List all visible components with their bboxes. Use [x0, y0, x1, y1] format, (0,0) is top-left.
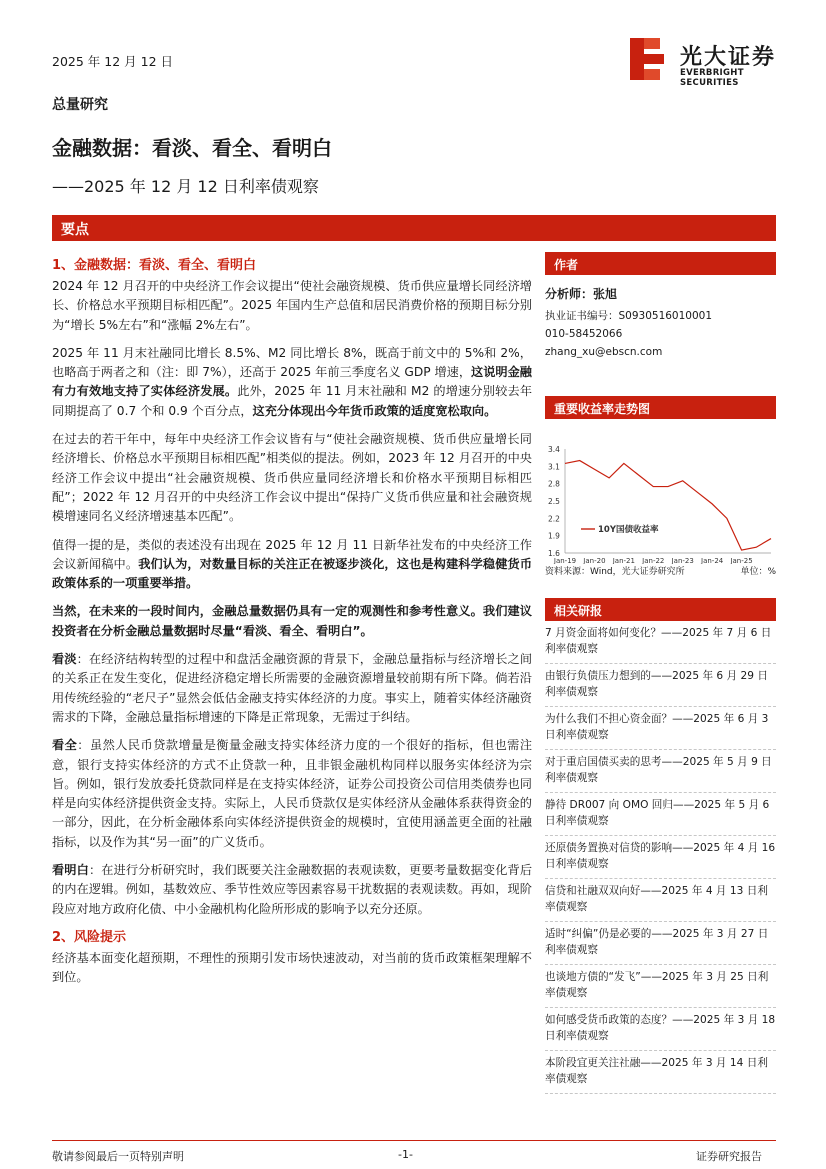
author-info	[545, 285, 776, 361]
paragraph-8	[52, 861, 532, 919]
main-content	[52, 256, 532, 997]
section-2-heading: 2、风险提示	[52, 929, 127, 945]
y-tick-label: 1.9	[548, 531, 560, 541]
p2-bold-d: 这充分体现出今年货币政策的适度宽松取向。	[252, 403, 497, 418]
chart-notes	[545, 564, 776, 580]
author-bar	[545, 252, 776, 275]
report-title: 金融数据：看淡、看全、看明白	[52, 136, 332, 160]
report-date: 2025 年 12 月 12 日	[52, 54, 173, 69]
related-report-item[interactable]: 静待 DR007 向 OMO 回归——2025 年 5 月 6 日利率债观察	[545, 793, 776, 836]
related-report-item[interactable]: 为什么我们不担心资金面？——2025 年 6 月 3 日利率债观察	[545, 707, 776, 750]
related-bar	[545, 598, 776, 621]
analyst-name: 分析师：张旭	[545, 287, 618, 301]
chart-bar	[545, 396, 776, 419]
related-report-item[interactable]: 对于重启国债买卖的思考——2025 年 5 月 9 日利率债观察	[545, 750, 776, 793]
p8-bold-a: 看明白	[52, 863, 89, 878]
footer-disclaimer: 敬请参阅最后一页特别声明	[52, 1150, 184, 1163]
chart-unit: 单位：%	[740, 567, 776, 577]
p2-text-a: 2025 年 11 月末社融同比增长 8.5%、M2 同比增长 8%，既高于前文中的 5%和 2%，也略高于两者之和（注：即 7%），还高于 2025 年前三季度名义 GDP 增速，	[52, 345, 532, 380]
paragraph-5	[52, 602, 532, 641]
p6-text-b: ：在经济结构转型的过程中和盘活金融资源的背景下，金融总量指标与经济增长之间的关系正在发生变化，促进经济稳定增长所需要的金融资源增量较前期有所下降。倘若沿用传统经验的“老尺子”显然会低估金融支持实体经济的力度。事实上，随着实体经济融资需求的下降，金融总量指标增速的下降是正常现象，无需过于纠结。	[52, 652, 533, 724]
paragraph-2	[52, 344, 532, 421]
email-address: zhang_xu@ebscn.com	[545, 346, 663, 358]
key-points-label: 要点	[61, 222, 89, 238]
footer-report-type: 证券研究报告	[696, 1150, 762, 1163]
report-subtitle: ——2025 年 12 月 12 日利率债观察	[52, 177, 319, 196]
p4-text-a: 值得一提的是，类似的表述没有出现在 2025 年 12 月 11 日新华社发布的中央经济工作会议新闻稿中。	[52, 537, 532, 571]
related-label: 相关研报	[554, 604, 603, 618]
series-line-10y	[565, 461, 771, 551]
key-points-bar	[52, 215, 776, 241]
related-section	[545, 598, 776, 1094]
author-section	[545, 252, 776, 361]
related-report-item[interactable]: 还原债务置换对信贷的影响——2025 年 4 月 16 日利率债观察	[545, 836, 776, 879]
p5-bold: 当然，在未来的一段时间内，金融总量数据仍具有一定的观测性和参考性意义。我们建议投资者在分析金融总量数据时尽量“看淡、看全、看明白”。	[52, 604, 532, 638]
page-number: -1-	[398, 1148, 413, 1161]
y-tick-label: 1.6	[548, 549, 560, 558]
phone-number: 010-58452066	[545, 328, 623, 340]
related-report-item[interactable]: 7 月资金面将如何变化？——2025 年 7 月 6 日利率债观察	[545, 621, 776, 664]
y-tick-label: 3.1	[548, 462, 560, 472]
p4-bold-b: 我们认为，对数量目标的关注正在被逐步淡化，这也是构建科学稳健货币政策体系的一项重要举措。	[52, 556, 533, 591]
related-list	[545, 621, 776, 1094]
license-number: 执业证书编号：S0930516010001	[545, 310, 713, 322]
report-category: 总量研究	[52, 97, 108, 113]
paragraph-4	[52, 536, 532, 594]
x-tick-label: Jan-23	[671, 557, 694, 564]
x-tick-label: Jan-25	[730, 557, 753, 564]
legend-label: 10Y国债收益率	[598, 525, 659, 535]
related-report-item[interactable]: 信贷和社融双双向好——2025 年 4 月 13 日利率债观察	[545, 879, 776, 922]
section-1-heading: 1、金融数据：看淡、看全、看明白	[52, 258, 257, 273]
paragraph-6	[52, 650, 532, 727]
x-tick-label: Jan-22	[642, 557, 665, 564]
paragraph-3: 在过去的若干年中，每年中央经济工作会议皆有与“使社会融资规模、货币供应量增长同经济增长、价格总水平预期目标相匹配”相类似的提法。例如，2023 年 12 月召开的中央经济工作会议中提出“社会融资规模、货币供应量同经济增长和价格水平预期目标相匹配”；2022 年 12 月召开的中央经济工作会议中提出“保持广义货币供应量和社会融资规模增速同名义经济增速基本匹配”。	[52, 432, 532, 524]
related-report-item[interactable]: 如何感受货币政策的态度？——2025 年 3 月 18 日利率债观察	[545, 1008, 776, 1051]
related-report-item[interactable]: 适时“纠偏”仍是必要的——2025 年 3 月 27 日利率债观察	[545, 922, 776, 965]
y-tick-label: 2.5	[548, 497, 560, 506]
logo-text-en: EVERBRIGHT SECURITIES	[680, 68, 744, 88]
p7-text-b: ：虽然人民币贷款增量是衡量金融支持实体经济力度的一个很好的指标，但也需注意，银行支持实体经济的方式不止贷款一种，且非银金融机构同样以服务实体经济为宗旨。例如，银行发放委托贷款同样是在支持实体经济，证券公司投资公司信用类债券也同样是向实体经济提供资金支持。实际上，人民币贷款仅是实体经济从金融体系获得资金的一部分，因此，在分析金融体系向实体经济提供资金的规模时，宜使用涵盖更全面的社融指标，以及作为其“另一面”的广义货币。	[52, 738, 533, 849]
x-tick-label: Jan-24	[701, 557, 724, 564]
chart-label: 重要收益率走势图	[554, 402, 651, 416]
chart-section	[545, 396, 776, 580]
p2-bold-b: 这说明金融有力有效地支持了实体经济发展。	[52, 365, 532, 399]
y-tick-label: 2.8	[548, 479, 560, 489]
related-report-item[interactable]: 本阶段宜更关注社融——2025 年 3 月 14 日利率债观察	[545, 1051, 776, 1094]
p7-bold-a: 看全	[52, 738, 78, 753]
p2-text-c: 此外，2025 年 11 月末社融和 M2 的增速分别较去年同期提高了 0.7 个和 0.9 个百分点，	[52, 384, 533, 418]
footer-divider	[52, 1140, 776, 1141]
p6-bold-a: 看淡	[52, 652, 77, 667]
yield-chart	[545, 419, 776, 564]
related-report-item[interactable]: 也谈地方债的“发飞”——2025 年 3 月 25 日利率债观察	[545, 965, 776, 1008]
related-report-item[interactable]: 由银行负债压力想到的——2025 年 6 月 29 日利率债观察	[545, 664, 776, 707]
chart-source: 资料来源：Wind，光大证券研究所	[545, 567, 685, 577]
author-label: 作者	[554, 258, 579, 272]
x-tick-label: Jan-20	[583, 557, 606, 564]
paragraph-7	[52, 736, 532, 852]
y-tick-label: 2.2	[548, 514, 560, 524]
paragraph-9: 经济基本面变化超预期，不理性的预期引发市场快速波动，对当前的货币政策框架理解不到位。	[52, 950, 532, 985]
logo-mark-icon	[626, 36, 672, 82]
x-tick-label: Jan-19	[553, 557, 577, 564]
paragraph-1: 2024 年 12 月召开的中央经济工作会议提出“使社会融资规模、货币供应量增长同经济增长、价格总水平预期目标相匹配”。2025 年国内生产总值和居民消费价格的预期目标分别为“增长 5%左右”和“涨幅 2%左右”。	[52, 279, 532, 332]
yield-chart-svg	[545, 419, 776, 564]
logo-text-cn: 光大证券	[680, 45, 777, 70]
p8-text-b: ：在进行分析研究时，我们既要关注金融数据的表观读数，更要考量数据变化背后的内在逻辑。例如，基数效应、季节性效应等因素容易干扰数据的表观读数。再如，现阶段应对地方政府化债、中小金融机构化险所形成的影响予以充分还原。	[52, 863, 533, 916]
y-tick-label: 3.4	[548, 445, 560, 454]
x-tick-label: Jan-21	[612, 557, 635, 564]
company-logo	[626, 36, 786, 88]
